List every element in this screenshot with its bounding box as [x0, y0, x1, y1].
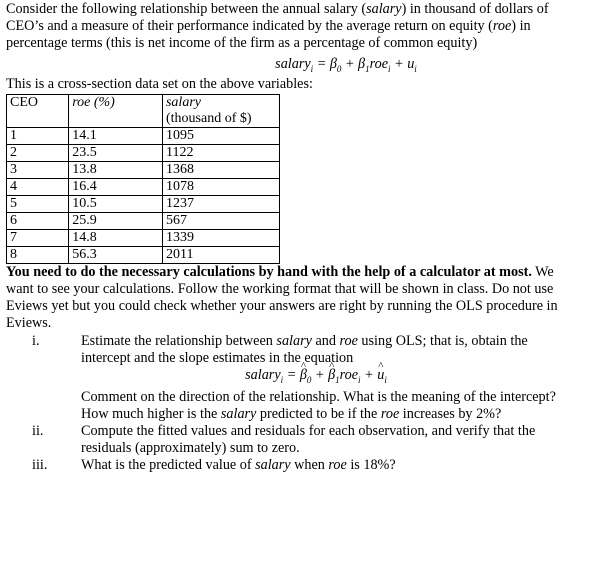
cell-salary: 1122	[162, 145, 279, 162]
table-caption: This is a cross-section data set on the above variables:	[6, 76, 313, 92]
cell-ceo: 7	[7, 230, 69, 247]
table-row	[7, 145, 280, 162]
intro-text: Consider the following relationship between the annual salary (	[6, 1, 367, 17]
cell-salary: 1368	[162, 162, 279, 179]
question-number: iii.	[32, 456, 48, 473]
cell-roe: 13.8	[69, 162, 163, 179]
intro-text: ) in percentage terms (this is net income of the firm as a percentage of common equity)	[6, 18, 531, 51]
intro-roe-term: roe	[492, 18, 512, 34]
cell-roe: 25.9	[69, 213, 163, 230]
table-header-row	[7, 95, 280, 128]
table-row	[7, 196, 280, 213]
instructions-bold: You need to do the necessary calculations by hand with the help of a calculator at most.	[6, 264, 532, 280]
cell-roe: 10.5	[69, 196, 163, 213]
cell-ceo: 2	[7, 145, 69, 162]
cell-roe: 14.8	[69, 230, 163, 247]
question-iii	[6, 457, 606, 474]
cell-roe: 23.5	[69, 145, 163, 162]
table-row	[7, 230, 280, 247]
cell-roe: 16.4	[69, 179, 163, 196]
cell-roe: 56.3	[69, 247, 163, 264]
question-text: Estimate the relationship between salary and roe using OLS; that is, obtain the intercept and the slope estimates in the equation	[81, 333, 528, 366]
table-row	[7, 128, 280, 145]
instructions-paragraph	[6, 264, 581, 332]
question-list	[6, 333, 606, 474]
question-text: What is the predicted value of salary when roe is 18%?	[81, 456, 396, 473]
cell-salary: 1339	[162, 230, 279, 247]
data-table	[6, 94, 280, 264]
question-text: Comment on the direction of the relationship. What is the meaning of the intercept? How much higher is the salary predicted to be if the roe increases by 2%?	[81, 388, 556, 422]
intro-paragraph	[6, 1, 576, 52]
table-row	[7, 213, 280, 230]
cell-salary: 1078	[162, 179, 279, 196]
intro-text: ) in thousand of dollars of CEO’s and a measure of their performance indicated by the average return on equity (	[6, 1, 549, 34]
cell-ceo: 4	[7, 179, 69, 196]
cell-salary: 2011	[162, 247, 279, 264]
cell-salary: 1095	[162, 128, 279, 145]
population-equation: salary$_i$ = $\beta_0 + \beta_1roe_i + u_i$	[275, 56, 417, 74]
cell-ceo: 5	[7, 196, 69, 213]
cell-ceo: 8	[7, 247, 69, 264]
intro-salary-term: salary	[366, 1, 402, 17]
header-salary: salary (thousand of $)	[162, 95, 279, 128]
cell-salary: 567	[162, 213, 279, 230]
instructions-text: We want to see your calculations. Follow the working format that will be shown in class. Do not use Eviews yet but you could check whether your answers are right by running the OLS procedure in Eviews.	[6, 264, 558, 331]
table-row	[7, 179, 280, 196]
question-ii	[6, 423, 606, 457]
question-text: Compute the fitted values and residuals for each observation, and verify that the residuals (approximately) sum to zero.	[81, 422, 536, 456]
estimated-equation: salary$_i$ = ^ $\beta_0$ + ^ $\beta_1roe_i$ + ^ $u_i$	[81, 367, 571, 389]
cell-ceo: 6	[7, 213, 69, 230]
table-row	[7, 162, 280, 179]
header-roe: roe (%)	[69, 95, 163, 128]
cell-roe: 14.1	[69, 128, 163, 145]
header-ceo: CEO	[7, 95, 69, 128]
question-number: i.	[32, 333, 40, 349]
table-row	[7, 247, 280, 264]
question-number: ii.	[32, 422, 44, 439]
cell-ceo: 3	[7, 162, 69, 179]
cell-ceo: 1	[7, 128, 69, 145]
cell-salary: 1237	[162, 196, 279, 213]
question-i	[6, 333, 606, 423]
